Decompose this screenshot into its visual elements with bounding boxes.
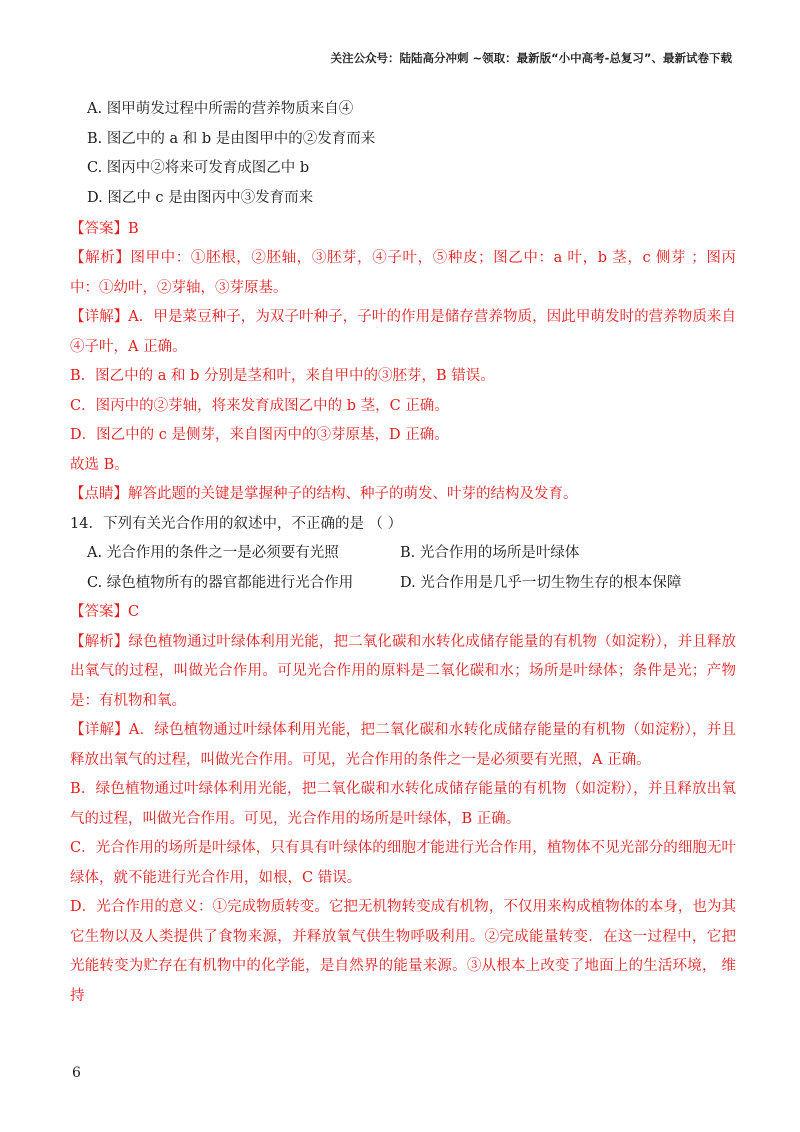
page-number: 6 <box>72 1065 81 1081</box>
q14-analysis: 【解析】绿色植物通过叶绿体利用光能，把二氧化碳和水转化成储存能量的有机物（如淀粉），并且释放出氧气的过程，叫做光合作用。可见光合作用的原料是二氧化碳和水；场所是叶绿体；条件是光；产物是：有机物和氧。 <box>70 633 736 709</box>
q13-option-a: A. 图甲萌发过程中所需的营养物质来自④ <box>87 101 354 117</box>
q13-analysis: 【解析】图甲中：①胚根，②胚轴，③胚芽，④子叶，⑤种皮；图乙中：a 叶，b 茎，c 侧芽 ；图丙中：①幼叶，②芽轴，③芽原基。 <box>70 250 736 296</box>
q14-stem: 14．下列有关光合作用的叙述中，不正确的是 （ ） <box>70 515 403 532</box>
q13-option-d: D. 图乙中 c 是由图丙中③发育而来 <box>87 189 314 206</box>
page-header: 关注公众号：陆陆高分冲刺 ~领取：最新版“小中高考-总复习”、最新试卷下载 <box>330 51 732 65</box>
q14-options-row-1 <box>70 539 736 569</box>
q13-detail: 【详解】A．甲是菜豆种子，为双子叶种子，子叶的作用是储存营养物质，因此甲萌发时的营养物质来自④子叶，A 正确。 <box>70 309 736 355</box>
q14-detail: 【详解】A．绿色植物通过叶绿体利用光能，把二氧化碳和水转化成储存能量的有机物（如淀粉），并且释放出氧气的过程，叫做光合作用。可见，光合作用的条件之一是必须要有光照，A 正确。 <box>70 722 736 768</box>
q13-choose: 故选 B。 <box>70 456 129 473</box>
page-content <box>70 98 736 1011</box>
q13-detail-b: B．图乙中的 a 和 b 分别是茎和叶，来自甲中的③胚芽，B 错误。 <box>70 368 495 384</box>
q14-answer: 【答案】C <box>70 604 140 620</box>
q13-option-b: B. 图乙中的 a 和 b 是由图甲中的②发育而来 <box>87 130 376 147</box>
q14-option-d: D. 光合作用是几乎一切生物生存的根本保障 <box>400 574 682 591</box>
q14-detail-d: D．光合作用的意义：①完成物质转变。它把无机物转变成有机物，不仅用来构成植物体的本身，也为其它生物以及人类提供了食物来源，并释放氧气供生物呼吸利用。②完成能量转变．在这一过程中，它把光能转变为贮存在有机物中的化学能，是自然界的能量来源。③从根本上改变了地面上的生活环境， 维持 <box>70 899 736 1004</box>
q13-detail-c: C．图丙中的②芽轴，将来发育成图乙中的 b 茎，C 正确。 <box>70 397 449 414</box>
q13-tip: 【点睛】解答此题的关键是掌握种子的结构、种子的萌发、叶芽的结构及发育。 <box>70 486 578 502</box>
q14-detail-b: B．绿色植物通过叶绿体利用光能，把二氧化碳和水转化成储存能量的有机物（如淀粉），并且释放出氧气的过程，叫做光合作用。可见，光合作用的场所是叶绿体，B 正确。 <box>70 781 736 827</box>
q14-detail-c: C．光合作用的场所是叶绿体，只有具有叶绿体的细胞才能进行光合作用，植物体不见光部分的细胞无叶绿体，就不能进行光合作用，如根，C 错误。 <box>70 840 736 886</box>
q13-detail-d: D．图乙中的 c 是侧芽，来自图丙中的③芽原基，D 正确。 <box>70 427 449 443</box>
q14-options-row-2 <box>70 569 736 599</box>
q14-option-c: C. 绿色植物所有的器官都能进行光合作用 <box>87 574 354 591</box>
q13-answer: 【答案】B <box>70 220 139 237</box>
q14-option-b: B. 光合作用的场所是叶绿体 <box>400 545 580 561</box>
q13-option-c: C. 图丙中②将来可发育成图乙中 b <box>87 160 310 176</box>
q14-option-a: A. 光合作用的条件之一是必须要有光照 <box>87 545 339 561</box>
